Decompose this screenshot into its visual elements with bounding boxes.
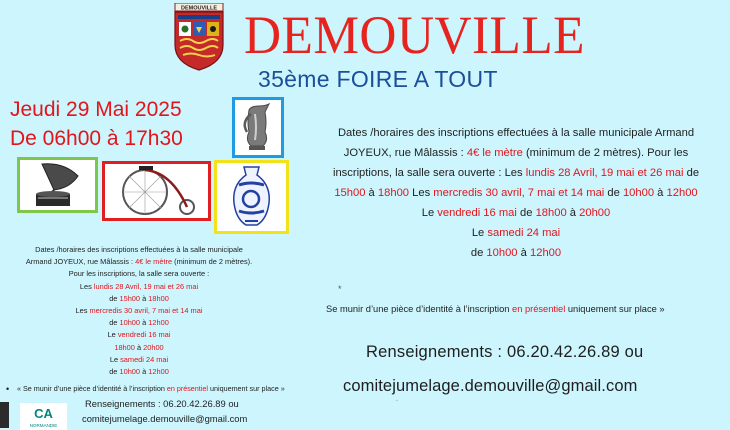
info-line: Le vendredi 16 mai bbox=[107, 330, 171, 340]
info-line: Le vendredi 16 mai de 18h00 à 20h00 bbox=[421, 207, 611, 219]
side-strip-icon bbox=[0, 402, 9, 428]
gramophone-image bbox=[17, 157, 98, 213]
page-title: DEMOUVILLE bbox=[244, 5, 585, 65]
info-line: Les lundis 28 Avril, 19 mai et 26 mai bbox=[79, 281, 199, 291]
crest-label: DEMOUVILLE bbox=[180, 5, 218, 12]
info-line: de 15h00 à 18h00 bbox=[109, 293, 169, 303]
info-line: Dates /horaires des inscriptions effectuées à la salle municipale bbox=[35, 245, 243, 254]
price-text: 4€ le mètre bbox=[466, 147, 523, 159]
contact-phone: Renseignements : 06.20.42.26.89 ou bbox=[366, 343, 644, 361]
info-line: Le samedi 24 mai bbox=[109, 354, 169, 364]
side-bullet: • bbox=[6, 384, 10, 394]
info-line: Le samedi 24 mai bbox=[471, 227, 561, 239]
identity-note: Se munir d’une pièce d’identité à l’inscription en présentiel uniquement sur place » bbox=[326, 304, 665, 314]
bank-letters: CA bbox=[34, 406, 53, 421]
registration-info bbox=[306, 123, 726, 263]
event-date: Jeudi 29 Mai 2025 bbox=[10, 98, 182, 121]
info-line: Les mercredis 30 avril, 7 mai et 14 mai bbox=[75, 306, 203, 316]
demouville-crest-logo bbox=[171, 3, 227, 71]
bank-region: NORMANDIE bbox=[29, 423, 58, 428]
asterisk-mark: * bbox=[338, 284, 342, 294]
porcelain-vase-image bbox=[214, 160, 289, 234]
credit-agricole-logo bbox=[20, 403, 67, 430]
info-line: Dates /horaires des inscriptions effectuées à la salle municipale Armand bbox=[337, 127, 695, 139]
info-line: JOYEUX, rue Mâlassis : 4€ le mètre (minimum de 2 mètres). Pour les bbox=[343, 147, 689, 159]
info-line: de 10h00 à 12h00 bbox=[109, 318, 169, 328]
page-subtitle: 35ème FOIRE A TOUT bbox=[258, 66, 498, 92]
info-line: 15h00 à 18h00 Les mercredis 30 avril, 7 mai et 14 mai de 10h00 à 12h00 bbox=[334, 187, 698, 199]
info-line: Armand JOYEUX, rue Mâlassis : 4€ le mètre (minimum de 2 mètres). bbox=[25, 257, 253, 267]
contact-email-small[interactable]: comitejumelage.demouville@gmail.com bbox=[82, 413, 248, 424]
pewter-jug-image bbox=[232, 97, 284, 158]
contact-phone-small: Renseignements : 06.20.42.26.89 ou bbox=[85, 398, 239, 409]
identity-note-small: « Se munir d’une pièce d’identité à l’inscription en présentiel uniquement sur place » bbox=[17, 384, 285, 393]
contact-email[interactable]: comitejumelage.demouville@gmail.com bbox=[343, 377, 638, 395]
info-line: inscriptions, la salle sera ouverte : Les lundis 28 Avril, 19 mai et 26 mai de bbox=[332, 167, 700, 179]
penny-farthing-bicycle-image bbox=[102, 161, 211, 221]
info-line: 18h00 à 20h00 bbox=[114, 342, 164, 352]
stray-dot: . bbox=[396, 396, 398, 403]
info-line: Pour les inscriptions, la salle sera ouverte : bbox=[68, 269, 210, 279]
info-line: de 10h00 à 12h00 bbox=[470, 247, 562, 259]
info-line: de 10h00 à 12h00 bbox=[109, 367, 169, 377]
registration-info-small bbox=[8, 244, 270, 378]
event-hours: De 06h00 à 17h30 bbox=[10, 127, 183, 150]
